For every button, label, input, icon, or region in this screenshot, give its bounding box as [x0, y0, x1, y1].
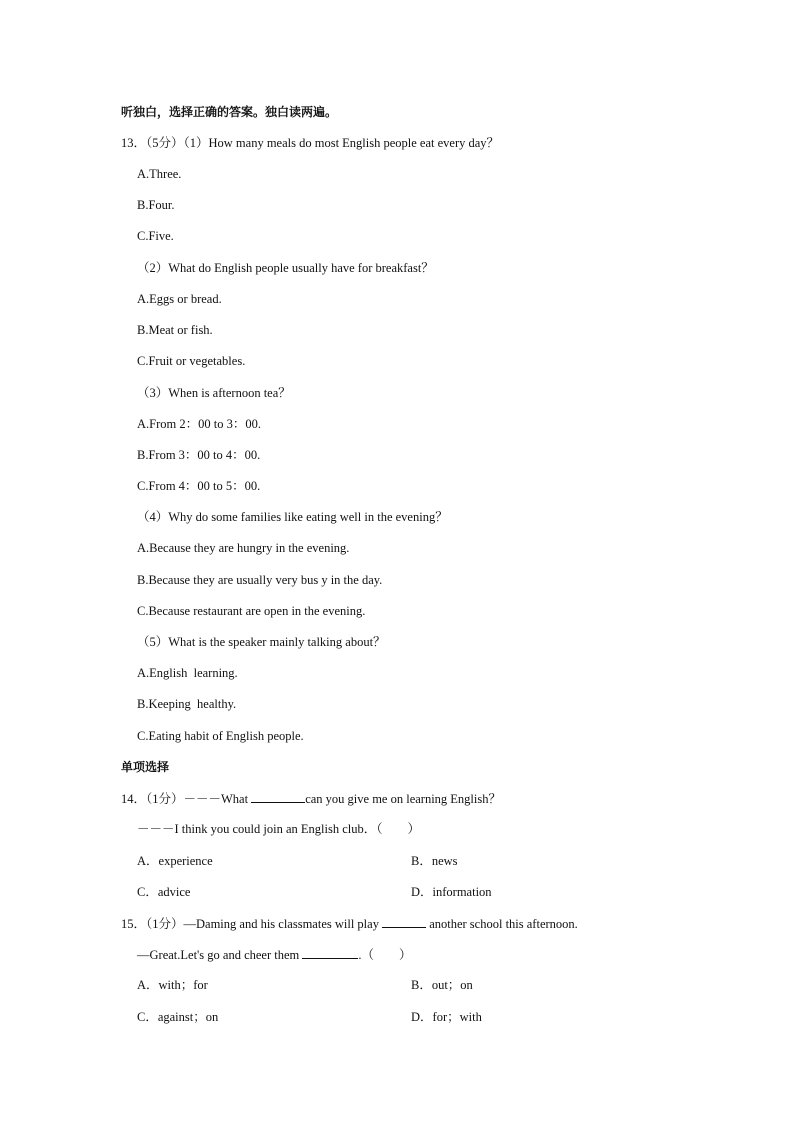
- q13-2-option-b: B.Meat or fish.: [137, 323, 213, 337]
- q13-3-stem: （3）When is afternoon tea？: [137, 386, 291, 400]
- q13-1-option-c: C.Five.: [137, 229, 174, 243]
- q15-blank-1: [382, 915, 426, 928]
- q14-stem-pre: 14．（1分）－－－What: [121, 792, 252, 806]
- q13-4-option-c: C.Because restaurant are open in the evening.: [137, 604, 366, 618]
- q13-1-option-a: A.Three.: [137, 167, 182, 181]
- q15-stem-post: another school this afternoon.: [426, 917, 578, 931]
- q14-blank: [251, 790, 305, 803]
- q15-option-b: B．out；on: [411, 978, 473, 992]
- q13-2-option-a: A.Eggs or bread.: [137, 292, 222, 306]
- q14-stem-post: can you give me on learning English？: [305, 792, 501, 806]
- q14-option-b: B．news: [411, 854, 458, 868]
- q13-5-option-a: A.English learning.: [137, 666, 238, 680]
- q13-5-option-c: C.Eating habit of English people.: [137, 729, 304, 743]
- q14-reply: －－－I think you could join an English club．（ ）: [137, 822, 420, 836]
- q14-option-d: D．information: [411, 885, 492, 899]
- q15-reply-post: .（ ）: [358, 948, 412, 962]
- q15-reply: [137, 946, 412, 963]
- q15-option-c: C．against；on: [137, 1010, 219, 1024]
- q15-option-d: D．for；with: [411, 1010, 482, 1024]
- q13-4-stem: （4）Why do some families like eating well in the evening？: [137, 510, 448, 524]
- question-13-stem: 13．（5分）（1）How many meals do most English people eat every day？: [121, 136, 500, 150]
- q13-2-option-c: C.Fruit or vegetables.: [137, 354, 246, 368]
- q15-stem-pre: 15．（1分）—Daming and his classmates will play: [121, 917, 383, 931]
- q15-reply-pre: —Great.Let's go and cheer them: [137, 948, 303, 962]
- q13-3-option-b: B.From 3：00 to 4：00.: [137, 448, 261, 462]
- q13-4-option-b: B.Because they are usually very bus y in the day.: [137, 573, 383, 587]
- q15-option-a: A．with；for: [137, 978, 208, 992]
- q13-1-option-b: B.Four.: [137, 198, 175, 212]
- q13-5-stem: （5）What is the speaker mainly talking about？: [137, 635, 386, 649]
- q13-5-option-b: B.Keeping healthy.: [137, 697, 237, 711]
- q14-option-c: C．advice: [137, 885, 191, 899]
- q15-blank-2: [302, 946, 358, 959]
- section-heading-single-choice: 单项选择: [121, 760, 170, 774]
- q13-3-option-a: A.From 2：00 to 3：00.: [137, 417, 261, 431]
- q13-4-option-a: A.Because they are hungry in the evening.: [137, 541, 350, 555]
- section-heading-listening: 听独白，选择正确的答案。独白读两遍。: [121, 105, 338, 119]
- q14-option-a: A．experience: [137, 854, 213, 868]
- question-15-stem: [121, 915, 578, 932]
- question-14-stem: [121, 790, 501, 807]
- q13-2-stem: （2）What do English people usually have for breakfast？: [137, 261, 434, 275]
- q13-3-option-c: C.From 4：00 to 5：00.: [137, 479, 261, 493]
